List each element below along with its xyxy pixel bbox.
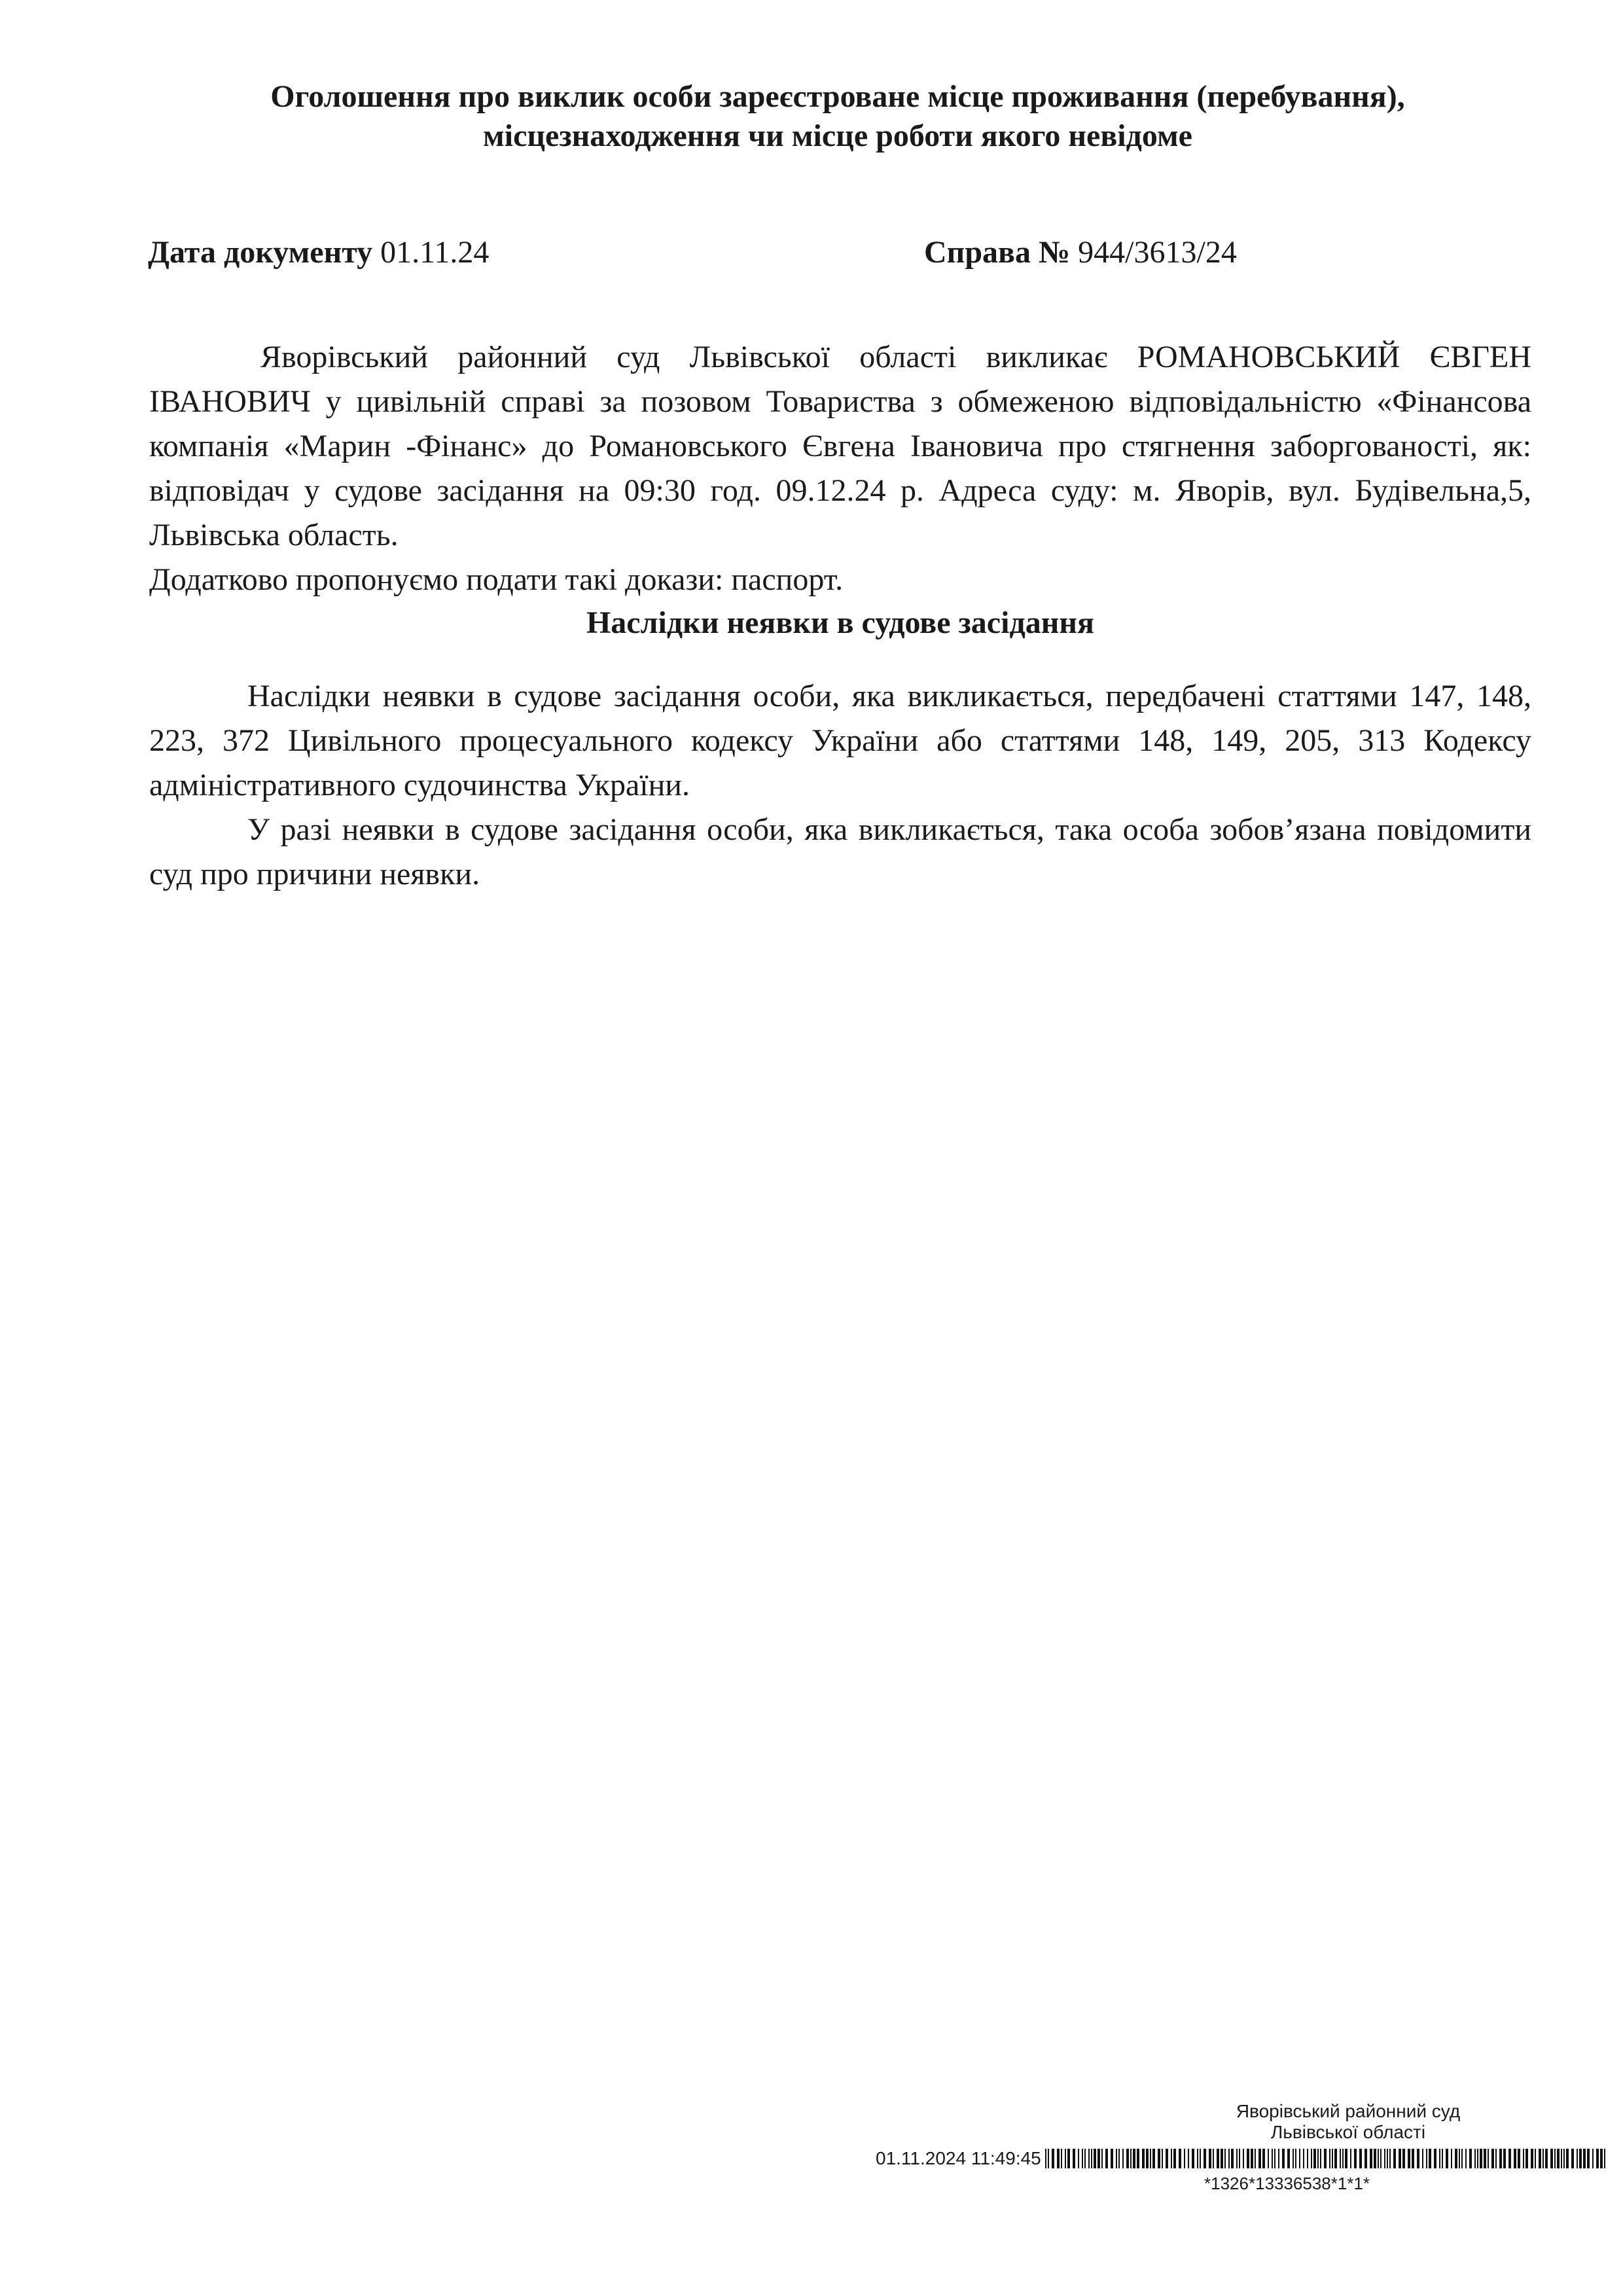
barcode-bar	[1518, 2149, 1520, 2168]
barcode-bar	[1378, 2149, 1379, 2168]
barcode-bar	[1133, 2149, 1135, 2168]
barcode-bar	[1091, 2149, 1092, 2168]
stamp-timestamp: 01.11.2024 11:49:45	[876, 2148, 1041, 2168]
barcode-bar	[1350, 2149, 1351, 2168]
consequences-paragraph: Наслідки неявки в судове засідання особи, яка викликається, передбачені статтями 147, 148, 223, 372 Цивільного процесуального кодексу України або статтями 148, 149, 205, 313 Кодексу адміністративного судочинства України.	[149, 679, 1531, 802]
barcode-bar	[1459, 2149, 1460, 2168]
barcode-bar	[1184, 2149, 1185, 2168]
title-line-2: місцезнаходження чи місце роботи якого невідоме	[483, 118, 1192, 153]
barcode-bar	[1200, 2149, 1201, 2168]
stamp-court-line-2: Львівської області	[1270, 2122, 1426, 2142]
barcode-bar	[1426, 2149, 1427, 2168]
barcode-bar	[1078, 2149, 1079, 2168]
barcode-bar	[1342, 2149, 1344, 2168]
barcode-bar	[1465, 2149, 1467, 2168]
barcode-bar	[1303, 2149, 1304, 2168]
barcode-bar	[1192, 2149, 1194, 2168]
obligation-paragraph: У разі неявки в судове засідання особи, яка викликається, така особа зобов’язана повідомити суд про причини неявки.	[149, 812, 1531, 891]
barcode-bar	[1311, 2149, 1312, 2168]
barcode-bar	[1105, 2149, 1108, 2168]
summons-block	[149, 335, 1531, 602]
barcode-bar	[1484, 2149, 1486, 2168]
barcode-bar	[1439, 2149, 1440, 2168]
barcode-bar	[1324, 2149, 1327, 2168]
barcode-bar	[1380, 2149, 1382, 2168]
barcode-bar	[1171, 2149, 1172, 2168]
barcode-bar	[1604, 2149, 1605, 2168]
barcode-bar	[1137, 2149, 1139, 2168]
barcode-bar	[1084, 2149, 1086, 2168]
barcode-bar	[1592, 2149, 1594, 2168]
barcode-bar	[1251, 2149, 1253, 2168]
barcode-bar	[1188, 2149, 1189, 2168]
barcode-bar	[1488, 2149, 1489, 2168]
barcode-bar	[1179, 2149, 1181, 2168]
barcode-bar	[1045, 2149, 1046, 2168]
barcode-bar	[1539, 2149, 1541, 2168]
barcode-bar	[1278, 2149, 1279, 2168]
barcode-bar	[1474, 2149, 1476, 2168]
barcode-bar	[1111, 2149, 1113, 2168]
barcode-bar	[1480, 2149, 1482, 2168]
barcode-bar	[1329, 2149, 1330, 2168]
barcode-bar	[1268, 2149, 1269, 2168]
barcode-bar	[1221, 2149, 1223, 2168]
barcode-bar	[1370, 2149, 1372, 2168]
summons-paragraph: Яворівський районний суд Львівської області викликає РОМАНОВСЬКИЙ ЄВГЕН ІВАНОВИЧ у цивільній справі за позовом Товариства з обмеженою відповідальністю «Фінансова компанія «Марин -Фінанс» до Романовського Євгена Івановича про стягнення заборгованості, як: відповідач у судове засідання на 09:30 год. 09.12.24 р. Адреса суду: м. Яворів, вул. Будівельна,5, Львівська область.	[149, 340, 1531, 552]
barcode-bar	[1531, 2149, 1533, 2168]
barcode-bar	[1126, 2149, 1129, 2168]
barcode-bar	[1587, 2149, 1590, 2168]
barcode-bar	[1320, 2149, 1321, 2168]
barcode-bar	[1550, 2149, 1553, 2168]
barcode-bar	[1224, 2149, 1226, 2168]
barcode-bar	[1563, 2149, 1565, 2168]
barcode-bar	[1231, 2149, 1234, 2168]
barcode-bar	[1052, 2149, 1054, 2168]
barcode-bar	[1272, 2149, 1273, 2168]
barcode-bar	[1293, 2149, 1294, 2168]
barcode-bar	[1340, 2149, 1341, 2168]
barcode-bar	[1142, 2149, 1145, 2168]
barcode-bar	[1345, 2149, 1347, 2168]
barcode-bar	[1262, 2149, 1265, 2168]
barcode-bar	[1255, 2149, 1256, 2168]
barcode-bar	[1158, 2149, 1160, 2168]
evidence-paragraph: Додатково пропонуємо подати такі докази: паспорт.	[149, 562, 844, 597]
barcode-bar	[1295, 2149, 1296, 2168]
barcode-bar	[1299, 2149, 1300, 2168]
document-date	[148, 233, 489, 272]
barcode-bar	[1561, 2149, 1562, 2168]
barcode-bar	[1543, 2149, 1544, 2168]
barcode-bar	[1402, 2149, 1405, 2168]
barcode-bar	[1236, 2149, 1238, 2168]
barcode-bar	[1525, 2149, 1528, 2168]
barcode-bar	[1579, 2149, 1582, 2168]
barcode-bar	[1209, 2149, 1211, 2168]
barcode-bar	[1130, 2149, 1132, 2168]
barcode-bar	[1067, 2149, 1070, 2168]
barcode-bar	[1354, 2149, 1357, 2168]
court-stamp	[1185, 2101, 1512, 2143]
barcode-bar	[1387, 2149, 1388, 2168]
barcode-bar	[1048, 2149, 1049, 2168]
document-title	[151, 77, 1525, 156]
barcode-bar	[1317, 2149, 1319, 2168]
barcode-bar	[1073, 2149, 1075, 2168]
consequences-block	[149, 674, 1531, 897]
barcode-bar	[1491, 2149, 1494, 2168]
barcode-bar	[1434, 2149, 1436, 2168]
barcode-bar	[1334, 2149, 1337, 2168]
barcode-bar	[1422, 2149, 1423, 2168]
barcode-bar	[1557, 2149, 1560, 2168]
barcode-bar	[1469, 2149, 1472, 2168]
barcode-bar	[1116, 2149, 1117, 2168]
barcode-graphic	[1045, 2149, 1608, 2168]
date-value: 01.11.24	[380, 235, 490, 270]
barcode-bar	[1166, 2149, 1168, 2168]
barcode-bar	[1065, 2149, 1066, 2168]
barcode-bar	[1503, 2149, 1506, 2168]
barcode-bar	[1399, 2149, 1401, 2168]
barcode-bar	[1217, 2149, 1219, 2168]
barcode-bar	[1239, 2149, 1240, 2168]
barcode-bar	[1057, 2149, 1060, 2168]
barcode-bar	[1554, 2149, 1556, 2168]
barcode-bar	[1082, 2149, 1083, 2168]
barcode-bar	[1228, 2149, 1230, 2168]
barcode-bar	[1258, 2149, 1261, 2168]
barcode-bar	[1495, 2149, 1497, 2168]
barcode-bar	[1274, 2149, 1275, 2168]
barcode-bar	[1446, 2149, 1448, 2168]
barcode-text: *1326*13336538*1*1*	[1204, 2174, 1370, 2193]
barcode-row	[876, 2147, 1608, 2170]
case-number	[924, 233, 1237, 272]
barcode-bar	[1094, 2149, 1096, 2168]
section-heading: Наслідки неявки в судове засідання	[586, 605, 1095, 640]
barcode-bar	[1359, 2149, 1362, 2168]
barcode-bar	[1499, 2149, 1502, 2168]
barcode-bar	[1204, 2149, 1206, 2168]
barcode-bar	[1146, 2149, 1149, 2168]
barcode-bar	[1097, 2149, 1100, 2168]
barcode-bar	[1583, 2149, 1586, 2168]
barcode-bar	[1461, 2149, 1463, 2168]
barcode-bar	[1429, 2149, 1431, 2168]
stamp-court-line-1: Яворівський районний суд	[1236, 2101, 1461, 2121]
barcode-bar	[1389, 2149, 1391, 2168]
barcode-bar	[1287, 2149, 1290, 2168]
barcode-bar	[1374, 2149, 1376, 2168]
barcode-bar	[1152, 2149, 1155, 2168]
barcode-bar	[1455, 2149, 1457, 2168]
barcode-bar	[1408, 2149, 1410, 2168]
barcode-bar	[1307, 2149, 1308, 2168]
barcode-bar	[1118, 2149, 1120, 2168]
barcode-bar	[1332, 2149, 1333, 2168]
barcode-bar	[1571, 2149, 1574, 2168]
barcode-bar	[1477, 2149, 1478, 2168]
barcode-bar	[1061, 2149, 1062, 2168]
barcode-bar	[1364, 2149, 1367, 2168]
case-label: Справа №	[924, 235, 1071, 270]
barcode-bar	[1197, 2149, 1198, 2168]
barcode-bar	[1412, 2149, 1414, 2168]
barcode-bar	[1393, 2149, 1396, 2168]
barcode-bar	[1566, 2149, 1569, 2168]
barcode-bar	[1122, 2149, 1124, 2168]
barcode-bar	[1088, 2149, 1090, 2168]
barcode-bar	[1545, 2149, 1548, 2168]
barcode-bar	[1514, 2149, 1516, 2168]
barcode-bar	[1384, 2149, 1385, 2168]
title-line-1: Оголошення про виклик особи зареєстроване місце проживання (перебування),	[270, 79, 1405, 114]
barcode-bar	[1313, 2149, 1316, 2168]
barcode-bar	[1282, 2149, 1285, 2168]
barcode-bar	[1577, 2149, 1578, 2168]
barcode-bar	[1451, 2149, 1452, 2168]
barcode-bar	[1417, 2149, 1419, 2168]
date-label: Дата документу	[148, 235, 373, 270]
barcode-bar	[1213, 2149, 1214, 2168]
barcode-bar	[1508, 2149, 1511, 2168]
barcode-bar	[1596, 2149, 1599, 2168]
barcode-bar	[1173, 2149, 1176, 2168]
case-value: 944/3613/24	[1078, 235, 1237, 270]
barcode-bar	[1523, 2149, 1524, 2168]
barcode-bar	[1150, 2149, 1151, 2168]
barcode-bar	[1162, 2149, 1163, 2168]
barcode-bar	[1101, 2149, 1103, 2168]
barcode-bar	[1535, 2149, 1536, 2168]
barcode-bar	[1247, 2149, 1249, 2168]
barcode-bar	[1243, 2149, 1244, 2168]
barcode-bar	[1442, 2149, 1443, 2168]
barcode-bar	[1600, 2149, 1603, 2168]
